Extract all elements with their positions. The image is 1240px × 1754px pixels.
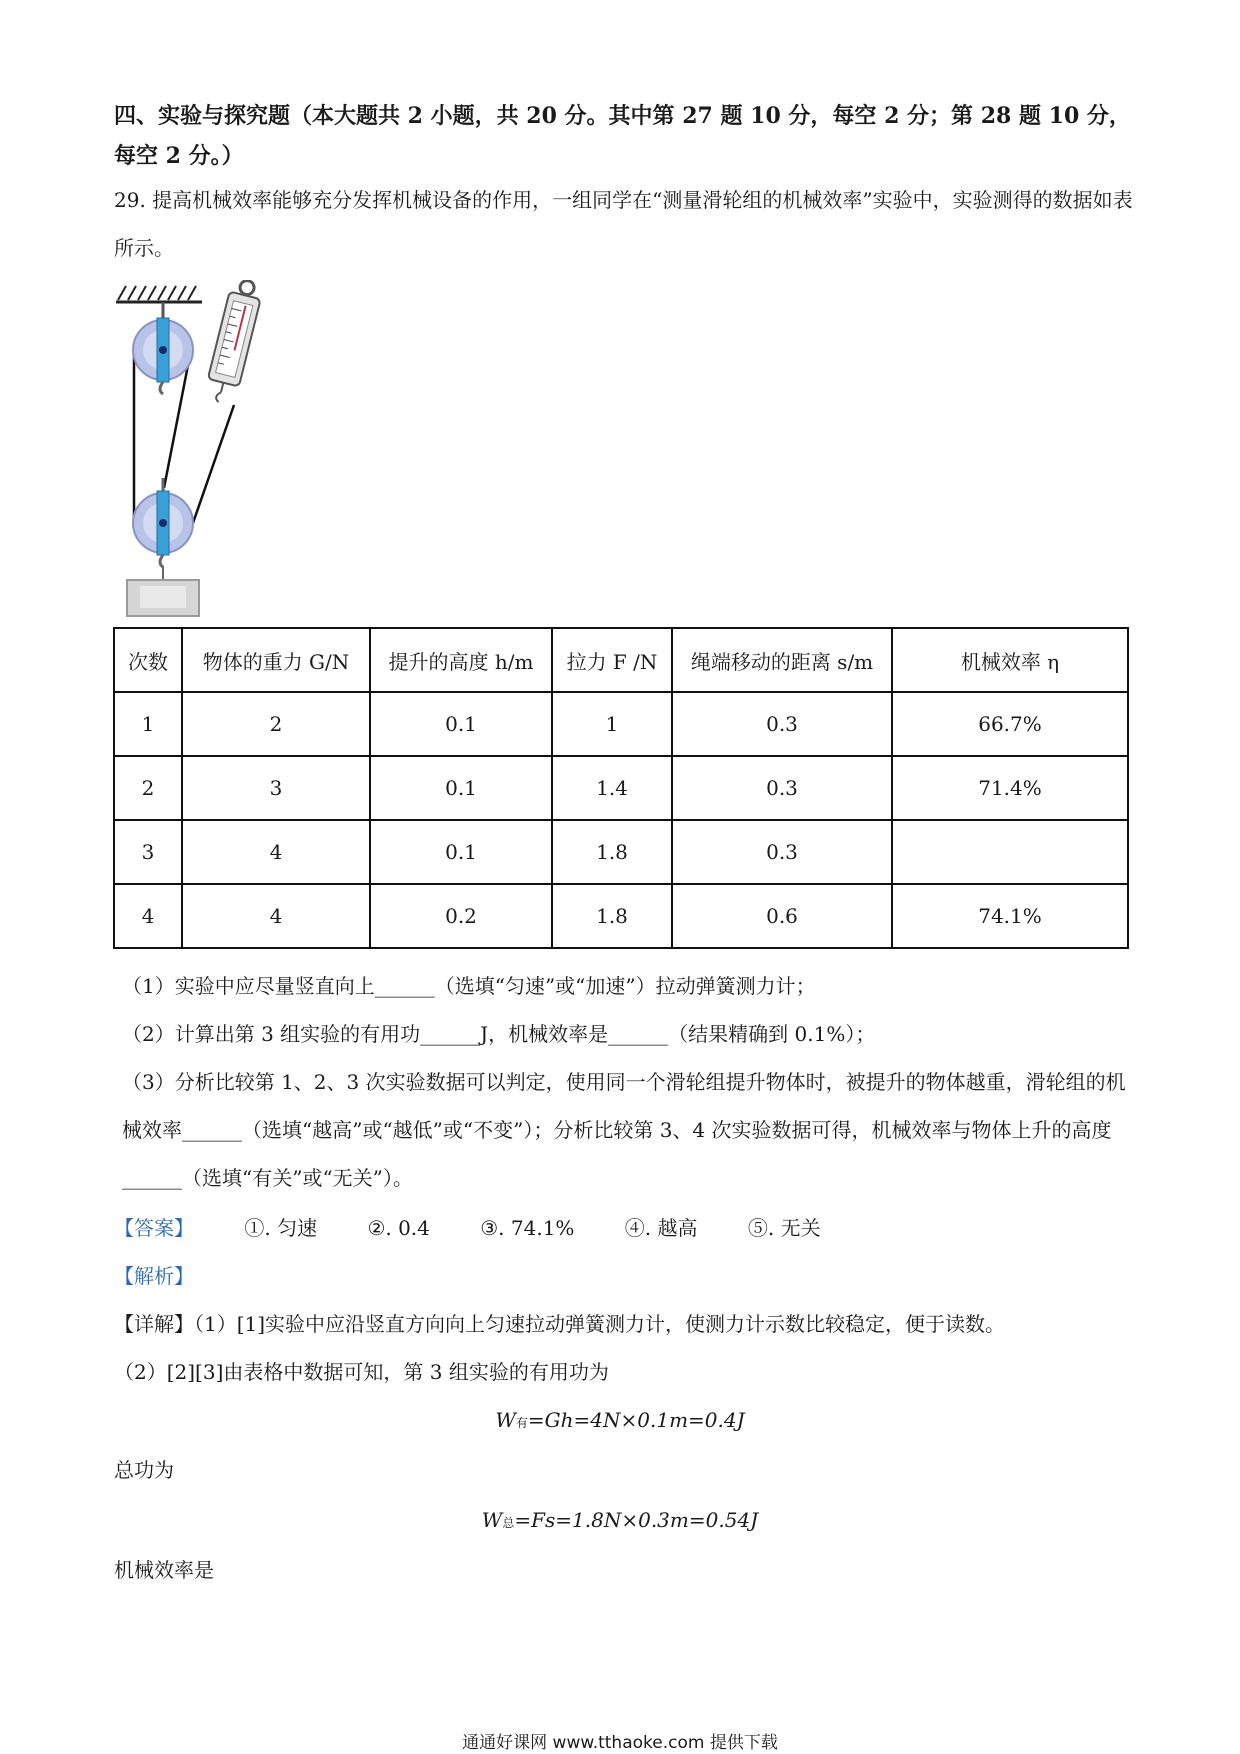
table-cell: 74.1% xyxy=(892,884,1128,948)
answer-line xyxy=(114,1204,1134,1252)
table-cell: 1.4 xyxy=(552,756,672,820)
table-row xyxy=(114,692,1128,756)
formula-useful-sub: 有 xyxy=(515,1416,528,1430)
table-cell: 1.8 xyxy=(552,820,672,884)
table-header: 提升的高度 h/m xyxy=(370,628,552,692)
table-header: 绳端移动的距离 s/m xyxy=(672,628,892,692)
answer-item: ⑤. 无关 xyxy=(747,1216,821,1240)
table-cell xyxy=(892,820,1128,884)
subquestion-2: （2）计算出第 3 组实验的有用功______J，机械效率是______（结果精确到 0.1%）； xyxy=(122,1022,876,1046)
table-cell: 0.1 xyxy=(370,820,552,884)
section-title: 四、实验与探究题（本大题共 2 小题，共 20 分。其中第 27 题 10 分，每空 2 分；第 28 题 10 分，每空 2 分。） xyxy=(114,103,1131,169)
table-cell: 1 xyxy=(552,692,672,756)
analysis-detail-2: （2）[2][3]由表格中数据可知，第 3 组实验的有用功为 xyxy=(114,1360,609,1384)
table-cell: 66.7% xyxy=(892,692,1128,756)
formula-useful-work xyxy=(0,1396,1240,1447)
analysis-label: 【解析】 xyxy=(114,1264,194,1288)
answer-item: ③. 74.1% xyxy=(480,1216,575,1240)
answer-item: ②. 0.4 xyxy=(367,1216,430,1240)
formula-useful-lhs: W xyxy=(495,1408,516,1432)
analysis-detail-1: 【详解】（1）[1]实验中应沿竖直方向向上匀速拉动弹簧测力计，使测力计示数比较稳定，便于读数。 xyxy=(114,1312,1006,1336)
subquestion-1: （1）实验中应尽量竖直向上______（选填“匀速”或“加速”）拉动弹簧测力计； xyxy=(122,974,816,998)
subquestion-3: （3）分析比较第 1、2、3 次实验数据可以判定，使用同一个滑轮组提升物体时，被提升的物体越重，滑轮组的机械效率______（选填“越高”或“越低”或“不变”）；分析比较第 3、4 次实验数据可得，机械效率与物体上升的高度______（选填“有关”或“无关”）。 xyxy=(122,1070,1126,1190)
table-cell: 3 xyxy=(182,756,370,820)
formula-total-work xyxy=(0,1496,1240,1547)
table-row xyxy=(114,820,1128,884)
page-footer: 通通好课网 www.tthaoke.com 提供下载 xyxy=(462,1733,778,1753)
table-header: 机械效率 η xyxy=(892,628,1128,692)
table-row xyxy=(114,756,1128,820)
table-cell: 1 xyxy=(114,692,182,756)
table-cell: 71.4% xyxy=(892,756,1128,820)
table-cell: 4 xyxy=(182,884,370,948)
formula-total-lhs: W xyxy=(481,1508,503,1532)
table-cell: 0.6 xyxy=(672,884,892,948)
table-cell: 0.3 xyxy=(672,692,892,756)
table-cell: 2 xyxy=(182,692,370,756)
formula-useful-rhs: =Gh=4N×0.1m=0.4J xyxy=(527,1408,745,1432)
table-cell: 4 xyxy=(182,820,370,884)
formula-total-rhs: =Fs=1.8N×0.3m=0.54J xyxy=(514,1508,759,1532)
table-cell: 0.2 xyxy=(370,884,552,948)
table-cell: 0.3 xyxy=(672,756,892,820)
efficiency-label: 机械效率是 xyxy=(114,1558,214,1582)
table-cell: 0.1 xyxy=(370,756,552,820)
answer-item: ①. 匀速 xyxy=(244,1216,318,1240)
table-cell: 4 xyxy=(114,884,182,948)
answer-item: ④. 越高 xyxy=(624,1216,698,1240)
table-header: 拉力 F /N xyxy=(552,628,672,692)
table-cell: 3 xyxy=(114,820,182,884)
formula-total-sub: 总 xyxy=(502,1516,515,1530)
table-header: 次数 xyxy=(114,628,182,692)
pulley-figure xyxy=(110,280,270,620)
table-cell: 2 xyxy=(114,756,182,820)
data-table xyxy=(113,627,1129,949)
table-cell: 0.1 xyxy=(370,692,552,756)
table-header-row xyxy=(114,628,1128,692)
table-cell: 0.3 xyxy=(672,820,892,884)
table-cell: 1.8 xyxy=(552,884,672,948)
total-work-label: 总功为 xyxy=(114,1458,174,1482)
answer-label: 【答案】 xyxy=(114,1216,194,1240)
question-intro: 29. 提高机械效率能够充分发挥机械设备的作用，一组同学在“测量滑轮组的机械效率”实验中，实验测得的数据如表所示。 xyxy=(114,188,1133,260)
table-header: 物体的重力 G/N xyxy=(182,628,370,692)
table-row xyxy=(114,884,1128,948)
